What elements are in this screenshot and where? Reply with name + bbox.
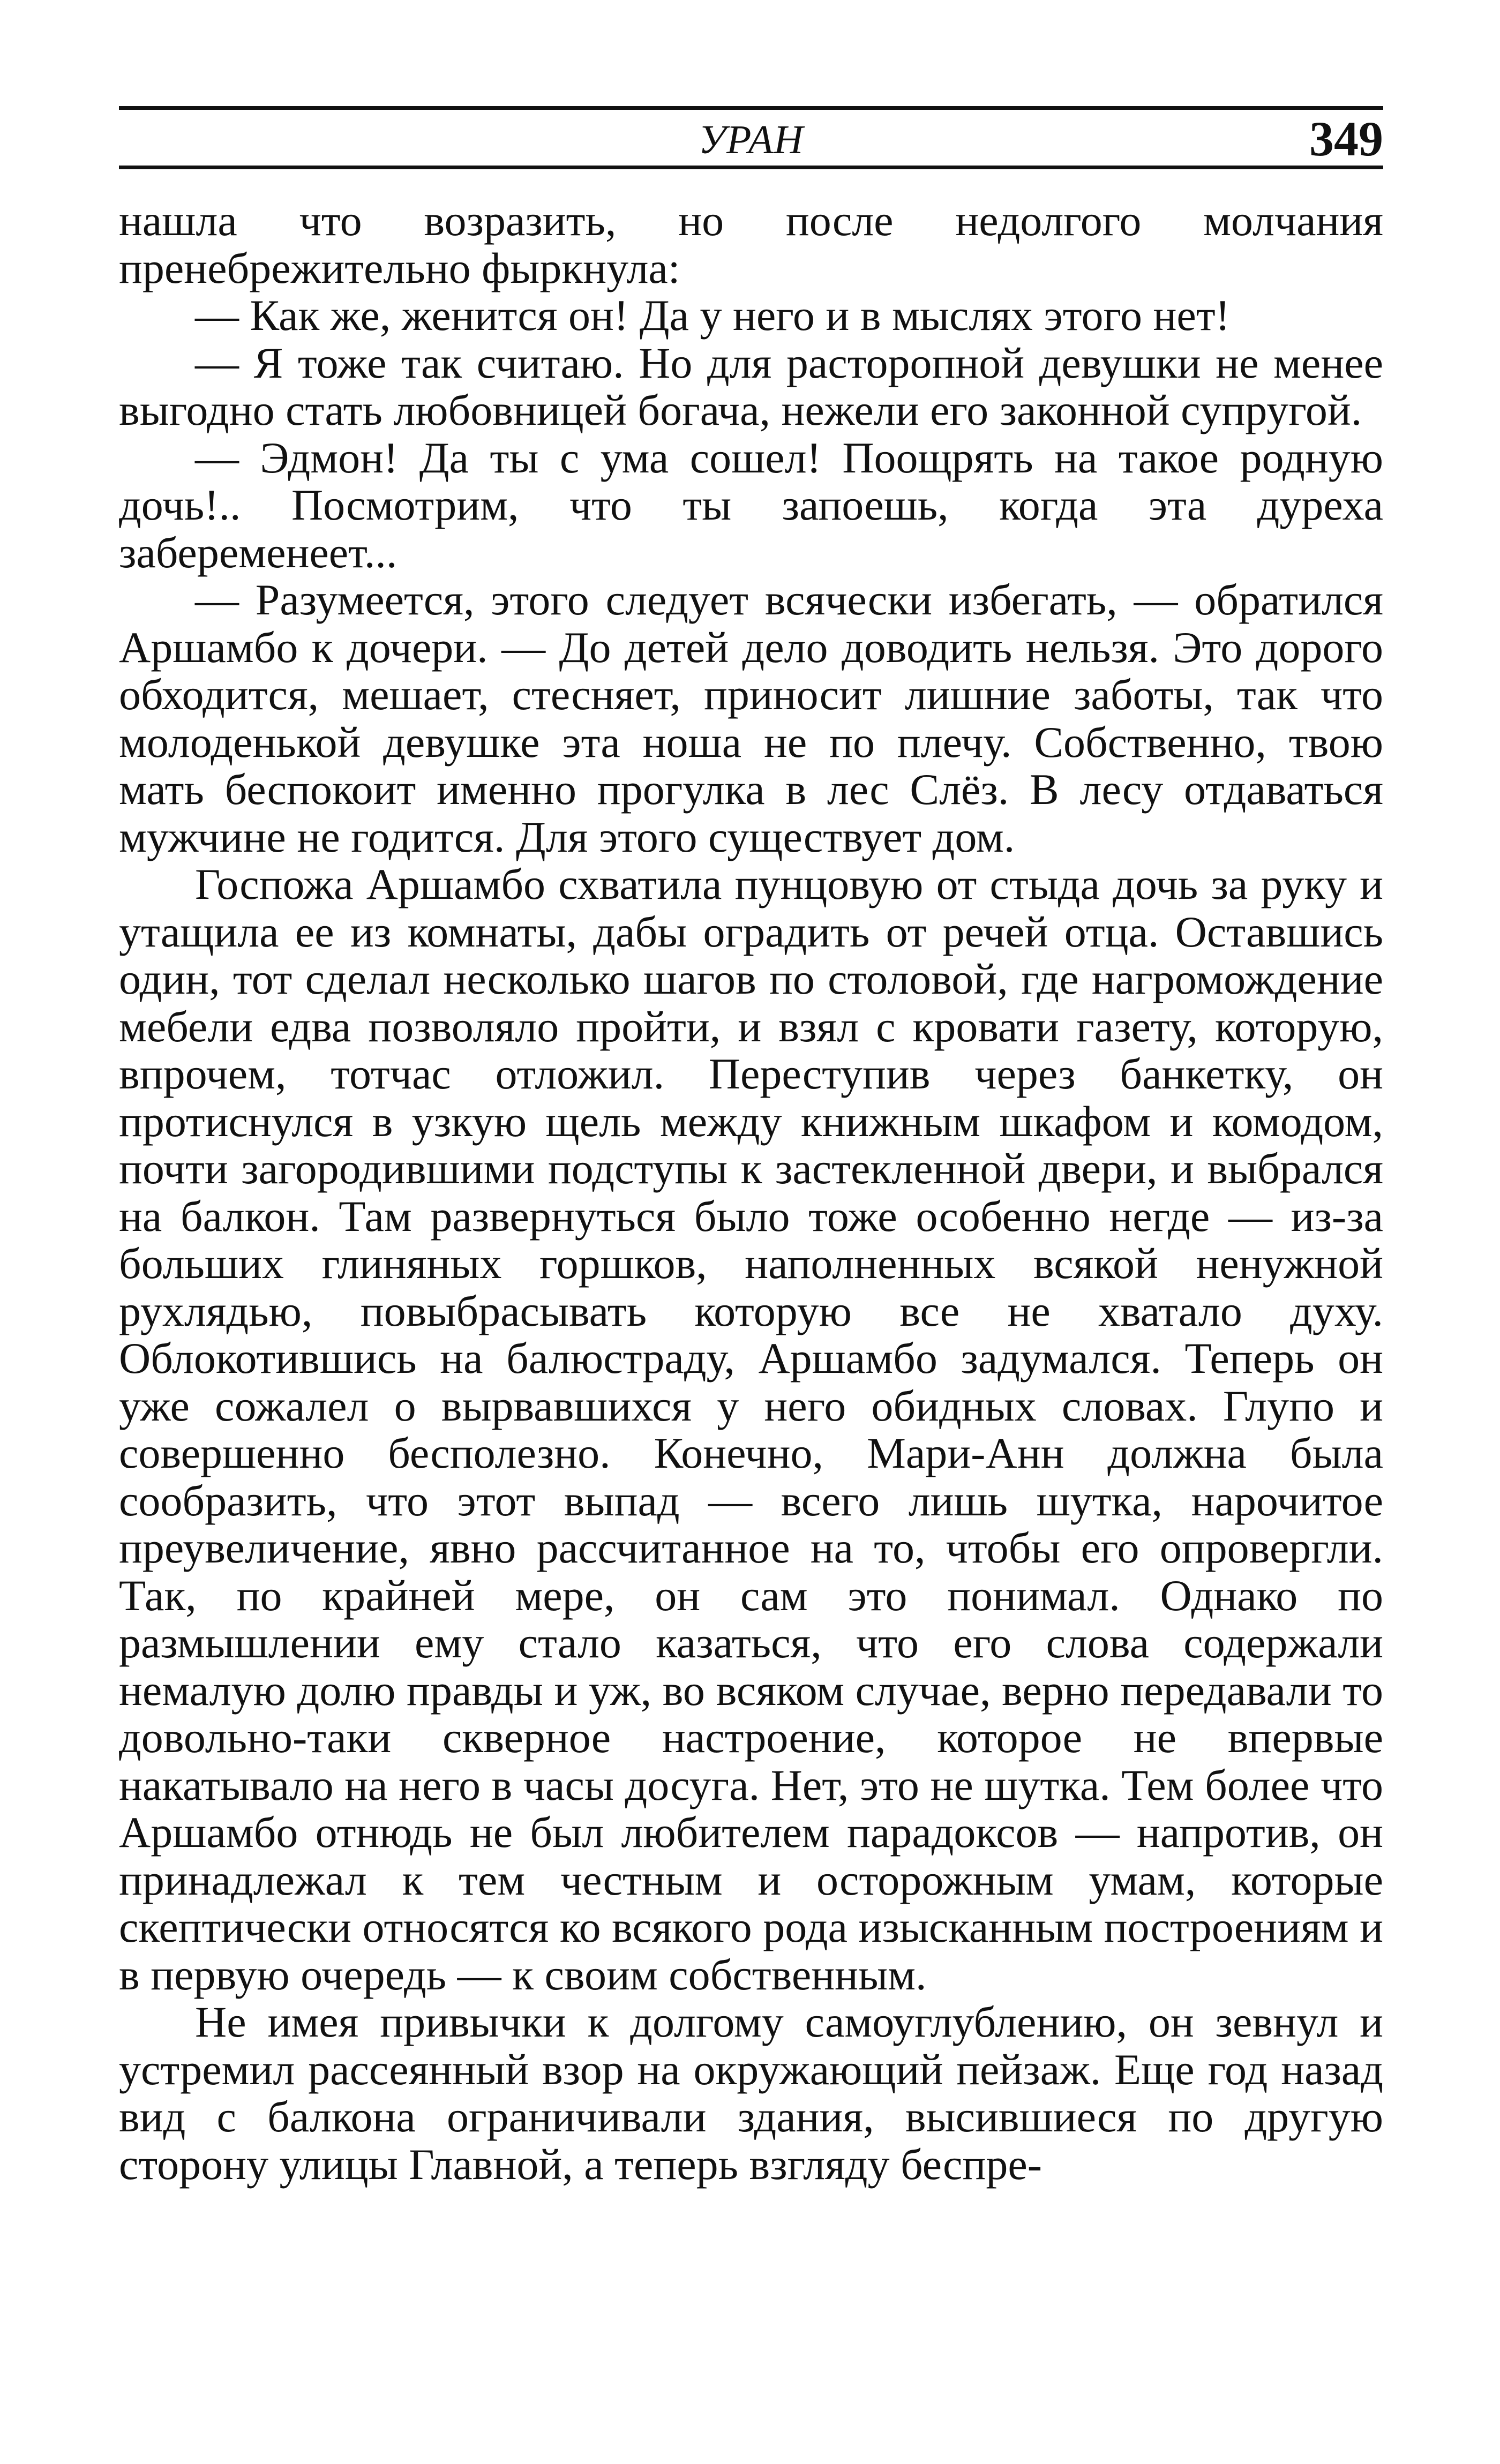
page-number: 349 (1309, 111, 1383, 166)
narrative-paragraph: Госпожа Аршамбо схватила пунцовую от стыда дочь за руку и утащила ее из комнаты, дабы оградить от речей отца. Оставшись один, тот сделал несколько шагов по столовой, где нагромождение мебели едва позволяло пройти, и взял с кровати газету, которую, впрочем, тотчас отложил. Переступив через банкетку, он протиснулся в узкую щель между книжным шкафом и комодом, почти загородившими подступы к застекленной двери, и выбрался на балкон. Там развернуться было тоже особенно негде — из-за больших глиняных горшков, наполненных всякой ненужной рухлядью, повыбрасывать которую все не хватало духу. Облокотившись на балюстраду, Аршамбо задумался. Теперь он уже сожалел о вырвавшихся у него обидных словах. Глупо и совершенно бесполезно. Конечно, Мари-Анн должна была сообразить, что этот выпад — всего лишь шутка, нарочитое преувеличение, явно рассчитанное на то, чтобы его опровергли. Так, по крайней мере, он сам это понимал. Однако по размышлении ему стало казаться, что его слова содержали немалую долю правды и уж, во всяком случае, верно передавали то довольно-таки скверное настроение, которое не впервые накатывало на него в часы досуга. Нет, это не шутка. Тем более что Аршамбо отнюдь не был любителем парадоксов — напротив, он принадлежал к тем честным и осторожным умам, которые скептически относятся ко всякого рода изысканным построениям и в первую очередь — к своим собственным. (119, 860, 1383, 1999)
body-text (119, 197, 1383, 2188)
dialogue-paragraph: — Как же, женится он! Да у него и в мыслях этого нет! (195, 291, 1230, 340)
narrative-paragraph: Не имея привычки к долгому самоуглублению, он зевнул и устремил рассеянный взор на окружающий пейзаж. Еще год назад вид с балкона ограничивали здания, высившиеся по другую сторону улицы Главной, а теперь взгляду беспре- (119, 1997, 1383, 2189)
running-title: УРАН (698, 117, 804, 162)
dialogue-paragraph: — Эдмон! Да ты с ума сошел! Поощрять на такое родную дочь!.. Посмотрим, что ты запоешь, когда эта дуреха забеременеет... (119, 433, 1383, 577)
dialogue-paragraph: — Разумеется, этого следует всячески избегать, — обратился Аршамбо к дочери. — До детей дело доводить нельзя. Это дорого обходится, мешает, стесняет, приносит лишние заботы, так что молоденькой девушке эта ноша не по плечу. Собственно, твою мать беспокоит именно прогулка в лес Слёз. В лесу отдаваться мужчине не годится. Для этого существует дом. (119, 575, 1383, 861)
paragraph-continuation: нашла что возразить, но после недолгого молчания пренебрежительно фыркнула: (119, 196, 1383, 292)
page-header (119, 106, 1383, 169)
dialogue-paragraph: — Я тоже так считаю. Но для расторопной девушки не менее выгодно стать любовницей богача, нежели его законной супругой. (119, 338, 1383, 434)
